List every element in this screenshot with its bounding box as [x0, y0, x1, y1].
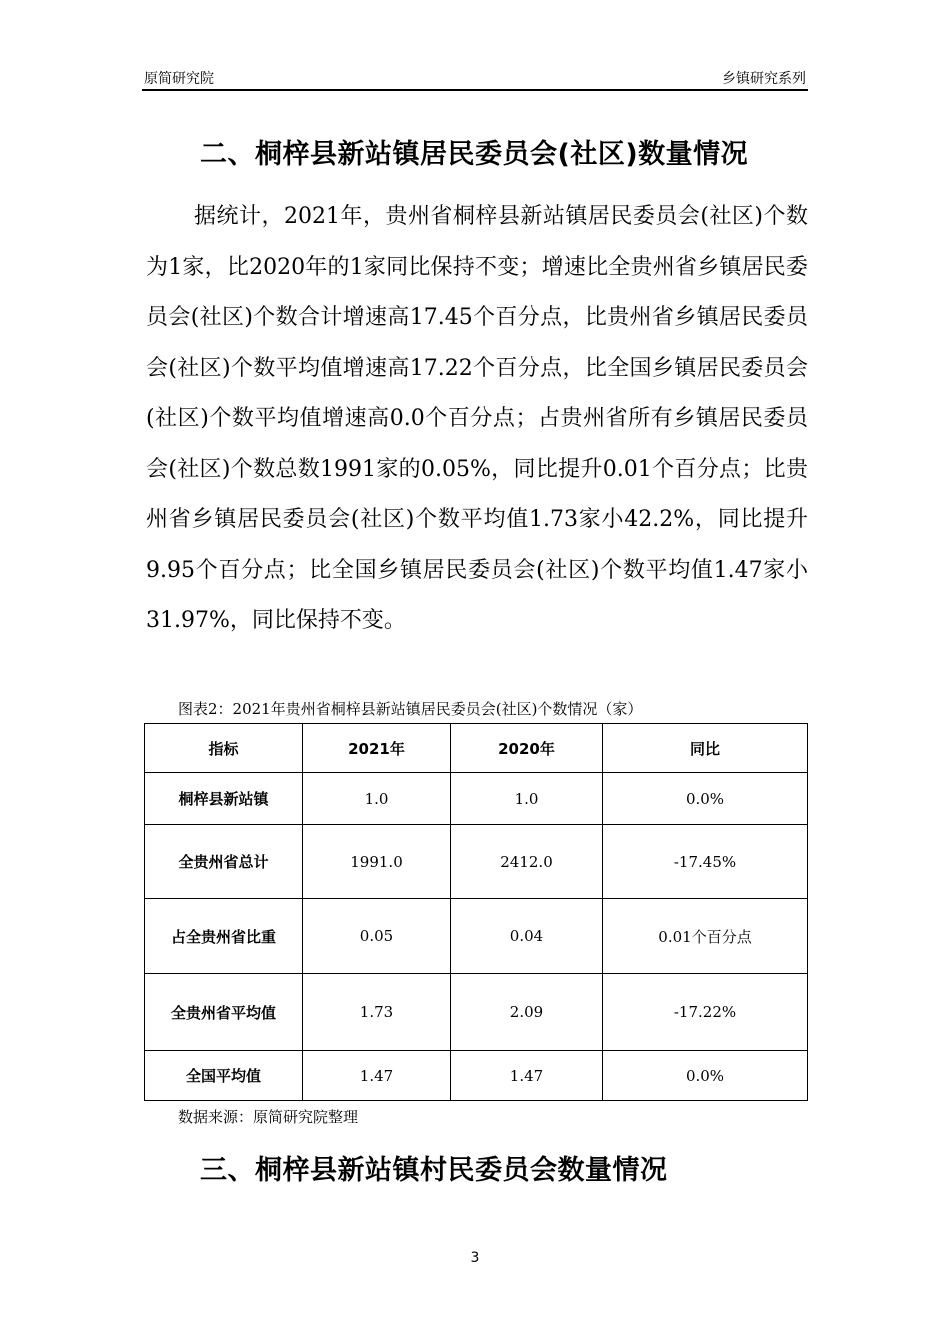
row-label: 占全贵州省比重	[145, 899, 303, 974]
table-cell: 1.0	[303, 773, 451, 825]
table-cell: 0.01个百分点	[603, 899, 808, 974]
table-cell: 1991.0	[303, 825, 451, 899]
source-note: 数据来源：原简研究院整理	[178, 1108, 359, 1126]
table-cell: 0.0%	[603, 1051, 808, 1101]
row-label: 全贵州省总计	[145, 825, 303, 899]
header-publisher: 原简研究院	[144, 71, 214, 87]
section-2-heading: 二、桐梓县新站镇居民委员会(社区)数量情况	[200, 139, 749, 170]
table-row	[145, 899, 808, 974]
row-label: 全国平均值	[145, 1051, 303, 1101]
data-table	[144, 723, 808, 1101]
table-cell: 0.0%	[603, 773, 808, 825]
table-cell: 0.04	[451, 899, 603, 974]
page-number: 3	[470, 1250, 480, 1266]
table-cell: -17.45%	[603, 825, 808, 899]
table-cell: -17.22%	[603, 974, 808, 1051]
table-header-cell: 指标	[145, 724, 303, 773]
header-divider	[142, 89, 808, 91]
table-row	[145, 1051, 808, 1101]
section-3-heading: 三、桐梓县新站镇村民委员会数量情况	[200, 1155, 668, 1186]
table-row	[145, 773, 808, 825]
table-header-cell: 2021年	[303, 724, 451, 773]
table-cell: 2.09	[451, 974, 603, 1051]
row-label: 全贵州省平均值	[145, 974, 303, 1051]
table-cell: 1.47	[303, 1051, 451, 1101]
table-caption: 图表2：2021年贵州省桐梓县新站镇居民委员会(社区)个数情况（家）	[178, 700, 643, 718]
table-cell: 0.05	[303, 899, 451, 974]
table-header-row	[145, 724, 808, 773]
table-cell: 1.73	[303, 974, 451, 1051]
table-row	[145, 974, 808, 1051]
table-header-cell: 2020年	[451, 724, 603, 773]
header-series: 乡镇研究系列	[722, 71, 806, 87]
table-cell: 1.0	[451, 773, 603, 825]
table-header-cell: 同比	[603, 724, 808, 773]
table-cell: 2412.0	[451, 825, 603, 899]
row-label: 桐梓县新站镇	[145, 773, 303, 825]
table-cell: 1.47	[451, 1051, 603, 1101]
table-row	[145, 825, 808, 899]
body-paragraph: 据统计，2021年，贵州省桐梓县新站镇居民委员会(社区)个数为1家，比2020年的1家同比保持不变；增速比全贵州省乡镇居民委员会(社区)个数合计增速高17.45个百分点，比贵州省乡镇居民委员会(社区)个数平均值增速高17.22个百分点，比全国乡镇居民委员会(社区)个数平均值增速高0.0个百分点；占贵州省所有乡镇居民委员会(社区)个数总数1991家的0.05%，同比提升0.01个百分点；比贵州省乡镇居民委员会(社区)个数平均值1.73家小42.2%，同比提升9.95个百分点；比全国乡镇居民委员会(社区)个数平均值1.47家小31.97%，同比保持不变。	[146, 204, 808, 633]
